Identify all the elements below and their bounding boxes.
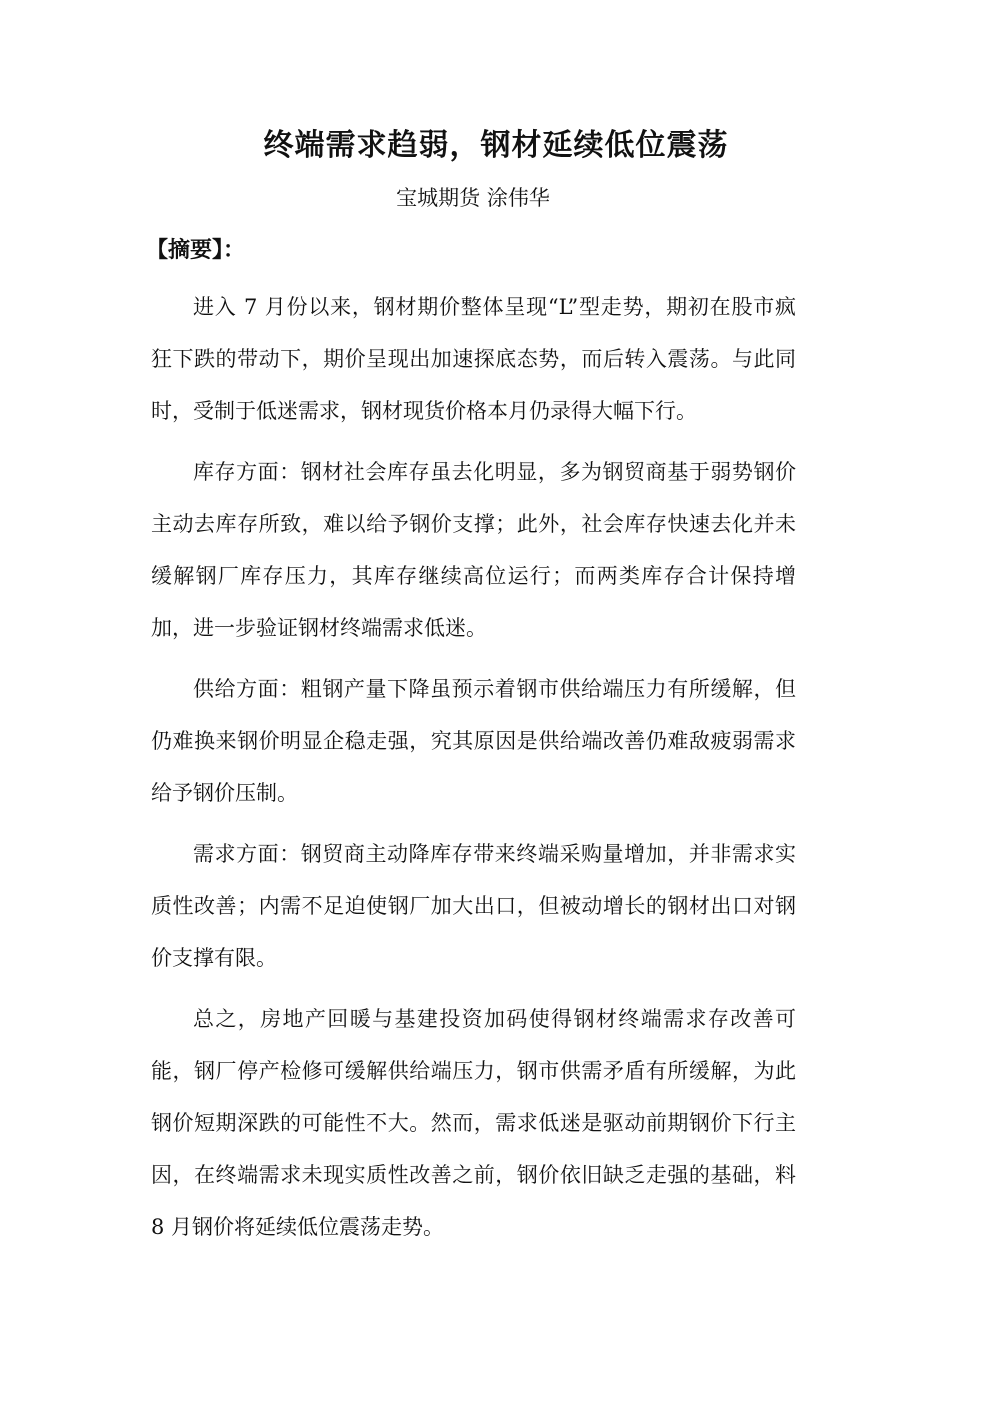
- abstract-body: [151, 281, 796, 1262]
- paragraph-demand: 需求方面：钢贸商主动降库存带来终端采购量增加，并非需求实质性改善；内需不足迫使钢厂加大出口，但被动增长的钢材出口对钢价支撑有限。: [151, 842, 796, 970]
- abstract-heading: 【摘要】：: [146, 237, 246, 263]
- author-byline: 宝城期货 涂伟华: [396, 186, 550, 210]
- document-title: 终端需求趋弱，钢材延续低位震荡: [263, 128, 729, 163]
- paragraph-overview: 进入 7 月份以来，钢材期价整体呈现“L”型走势，期初在股市疯狂下跌的带动下，期价呈现出加速探底态势，而后转入震荡。与此同时，受制于低迷需求，钢材现货价格本月仍录得大幅下行。: [151, 295, 796, 423]
- paragraph-conclusion: 总之，房地产回暖与基建投资加码使得钢材终端需求存改善可能，钢厂停产检修可缓解供给端压力，钢市供需矛盾有所缓解，为此钢价短期深跌的可能性不大。然而，需求低迷是驱动前期钢价下行主因，在终端需求未现实质性改善之前，钢价依旧缺乏走强的基础，料 8 月钢价将延续低位震荡走势。: [151, 1007, 796, 1239]
- paragraph-inventory: 库存方面：钢材社会库存虽去化明显，多为钢贸商基于弱势钢价主动去库存所致，难以给予钢价支撑；此外，社会库存快速去化并未缓解钢厂库存压力，其库存继续高位运行；而两类库存合计保持增加，进一步验证钢材终端需求低迷。: [151, 460, 796, 640]
- paragraph-supply: 供给方面：粗钢产量下降虽预示着钢市供给端压力有所缓解，但仍难换来钢价明显企稳走强，究其原因是供给端改善仍难敌疲弱需求给予钢价压制。: [151, 677, 796, 805]
